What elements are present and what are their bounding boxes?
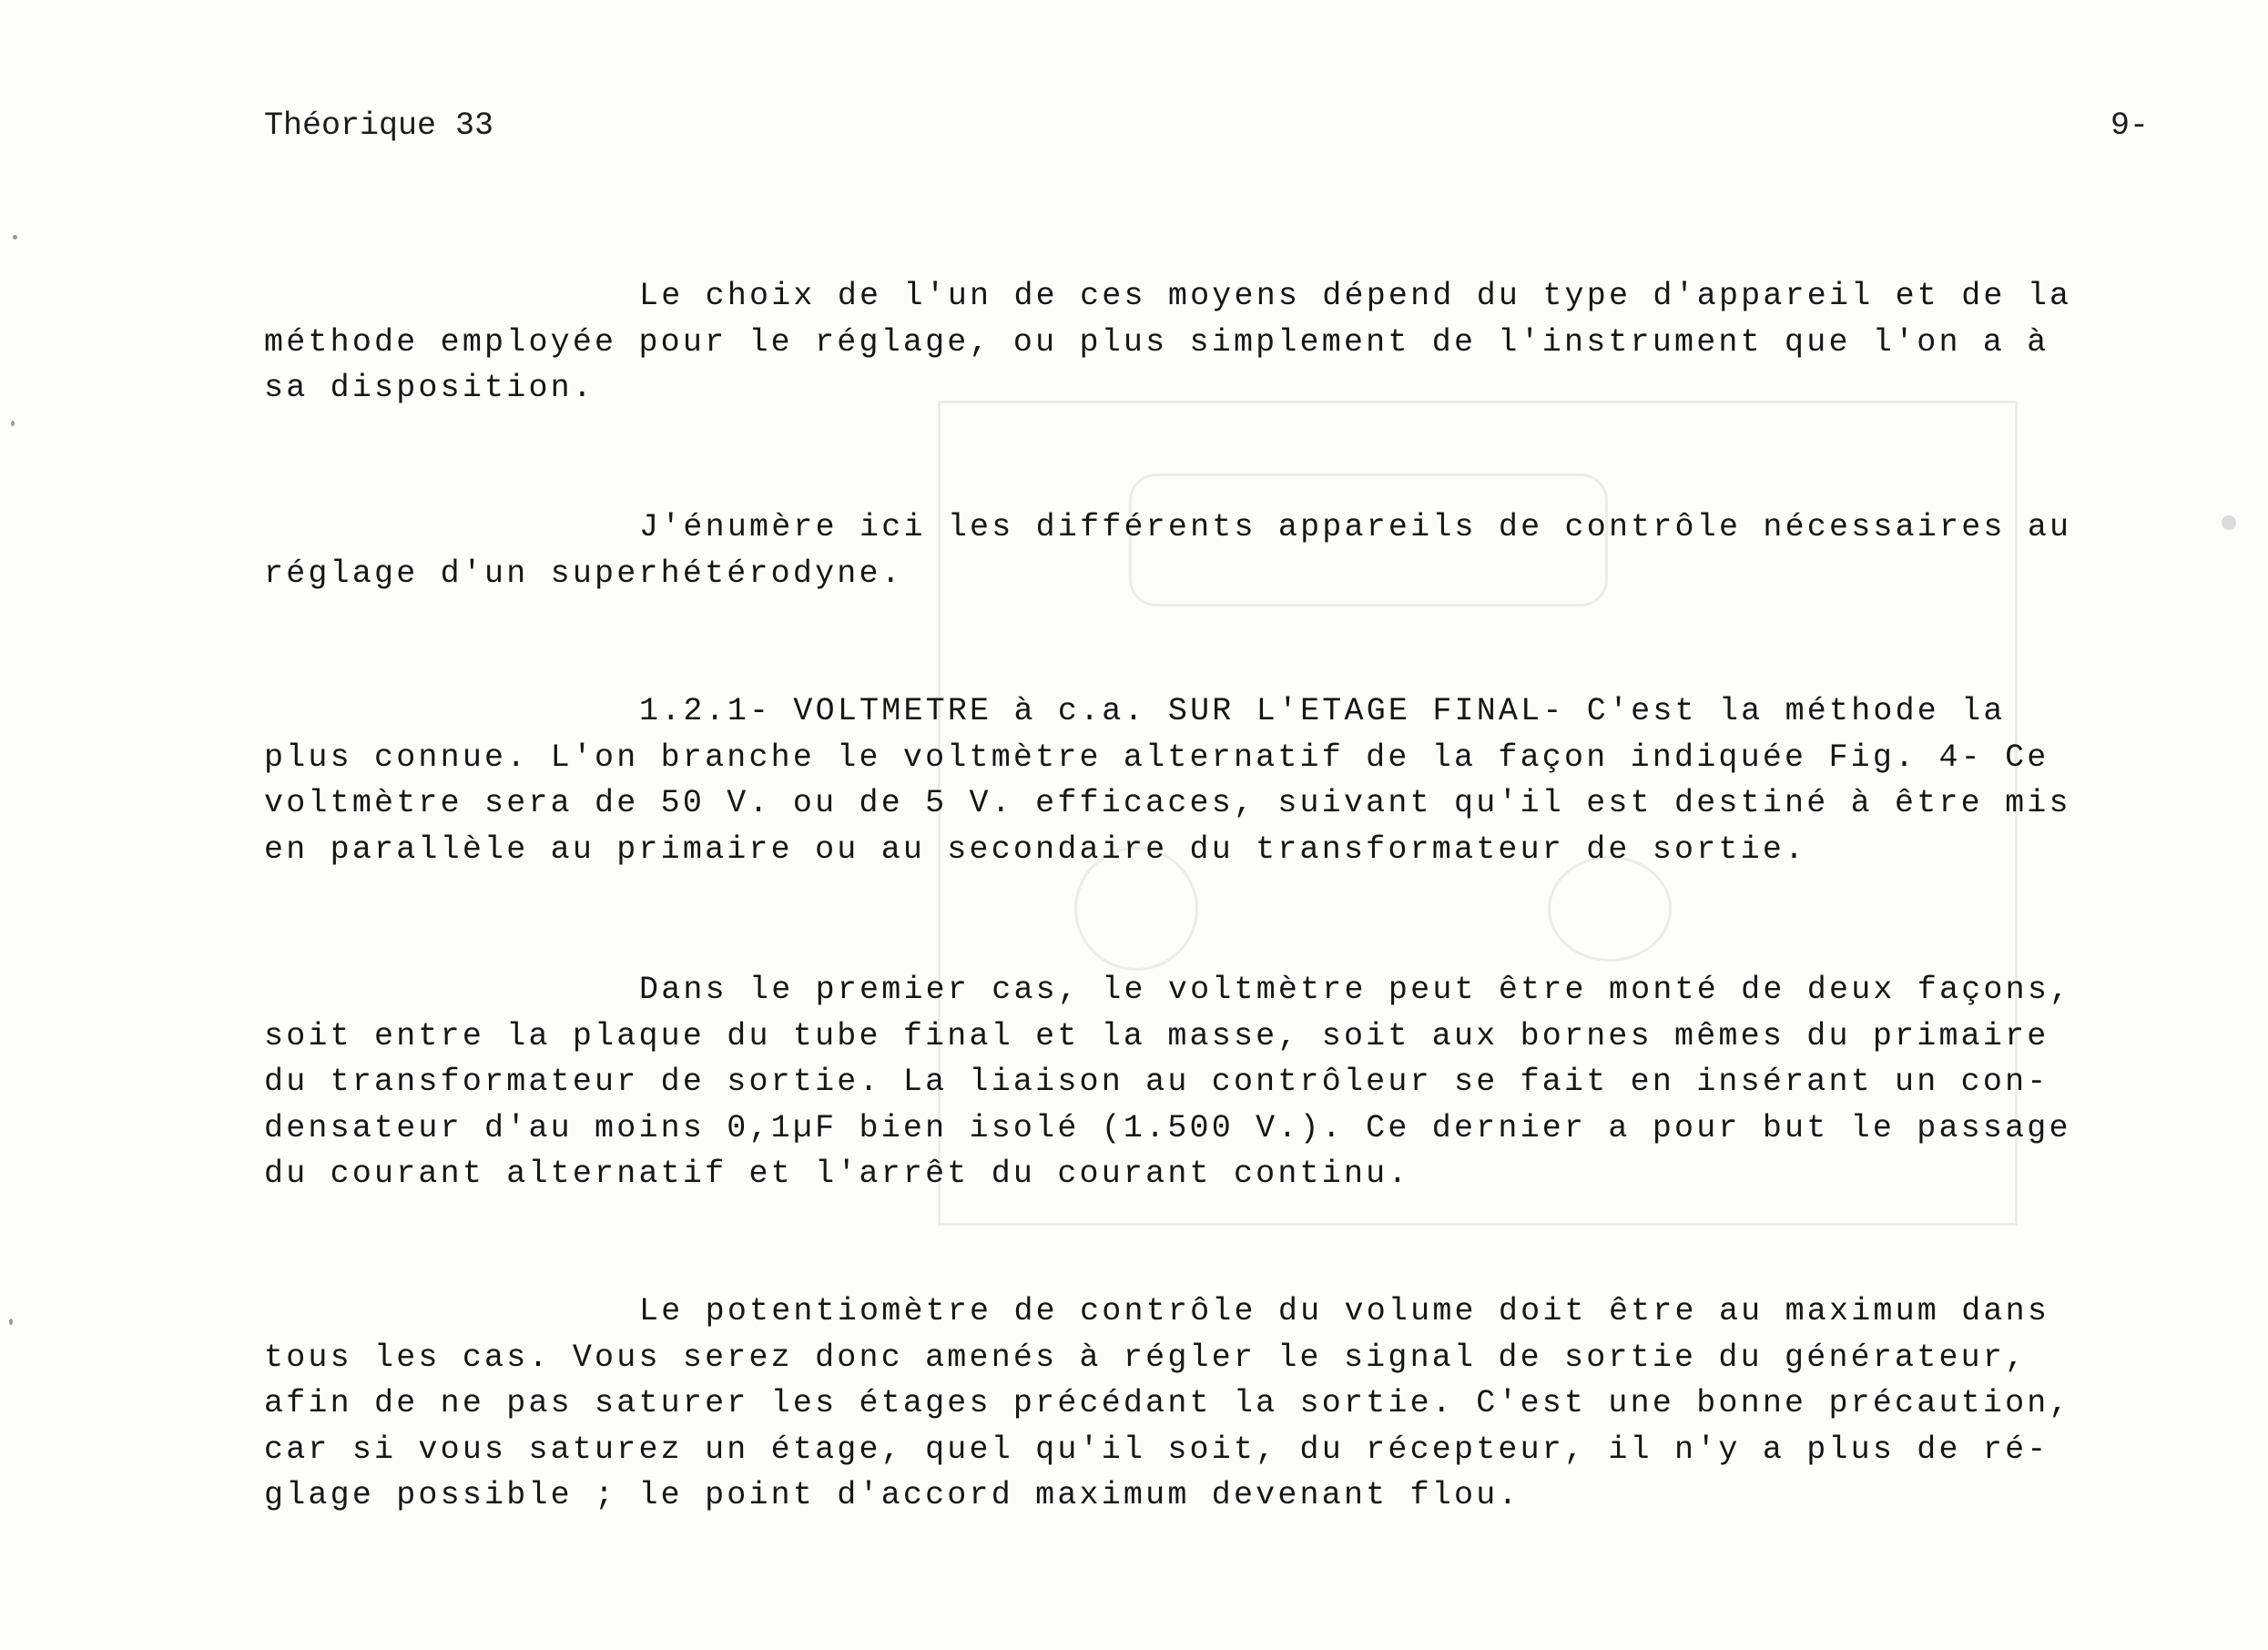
- text-line: sa disposition.: [264, 370, 595, 406]
- text-line: 1.2.1- VOLTMETRE à c.a. SUR L'ETAGE FINAL- C'est la méthode la: [639, 693, 2006, 729]
- text-line: Dans le premier cas, le voltmètre peut être monté de deux façons,: [639, 972, 2072, 1008]
- text-line: plus connue. L'on branche le voltmètre alternatif de la façon indiquée Fig. 4- Ce: [264, 738, 2049, 776]
- text-line: en parallèle au primaire ou au secondaire du transformateur de sortie.: [264, 830, 1807, 868]
- text-line: afin de ne pas saturer les étages précédant la sortie. C'est une bonne précaution,: [264, 1385, 2071, 1421]
- text-line: du courant alternatif et l'arrêt du courant continu.: [264, 1156, 1410, 1192]
- paragraph-1: [264, 273, 2176, 412]
- paragraph-4: [264, 967, 2176, 1197]
- text-line: du transformateur de sortie. La liaison au contrôleur se fait en insérant un con-: [264, 1064, 2049, 1100]
- text-line: tous les cas. Vous serez donc amenés à régler le signal de sortie du générateur,: [264, 1339, 2028, 1376]
- scan-mark: [11, 421, 15, 426]
- scan-mark: [13, 235, 17, 239]
- text-line: voltmètre sera de 50 V. ou de 5 V. efficaces, suivant qu'il est destiné à être mis: [264, 785, 2071, 821]
- text-line: soit entre la plaque du tube final et la masse, soit aux bornes mêmes du primaire: [264, 1017, 2049, 1054]
- paragraph-3: [264, 688, 2176, 872]
- scan-mark: [2222, 515, 2236, 530]
- text-line: densateur d'au moins 0,1µF bien isolé (1.500 V.). Ce dernier a pour but le passage: [264, 1109, 2071, 1146]
- page-number: 9-: [2110, 107, 2150, 144]
- text-line: Le choix de l'un de ces moyens dépend du type d'appareil et de la: [639, 278, 2072, 314]
- paragraph-2: [264, 504, 2176, 596]
- text-line: méthode employée pour le réglage, ou plus simplement de l'instrument que l'on a à: [264, 323, 2049, 361]
- paragraph-5: [264, 1288, 2176, 1519]
- text-line: Le potentiomètre de contrôle du volume doit être au maximum dans: [639, 1293, 2050, 1329]
- text-line: réglage d'un superhétérodyne.: [264, 555, 903, 592]
- scan-mark: [9, 1319, 13, 1325]
- text-line: car si vous saturez un étage, quel qu'il soit, du récepteur, il n'y a plus de ré-: [264, 1431, 2049, 1468]
- text-line: glage possible ; le point d'accord maximum devenant flou.: [264, 1477, 1520, 1513]
- text-line: J'énumère ici les différents appareils de contrôle nécessaires au: [639, 509, 2072, 545]
- page-header-title: Théorique 33: [264, 107, 494, 144]
